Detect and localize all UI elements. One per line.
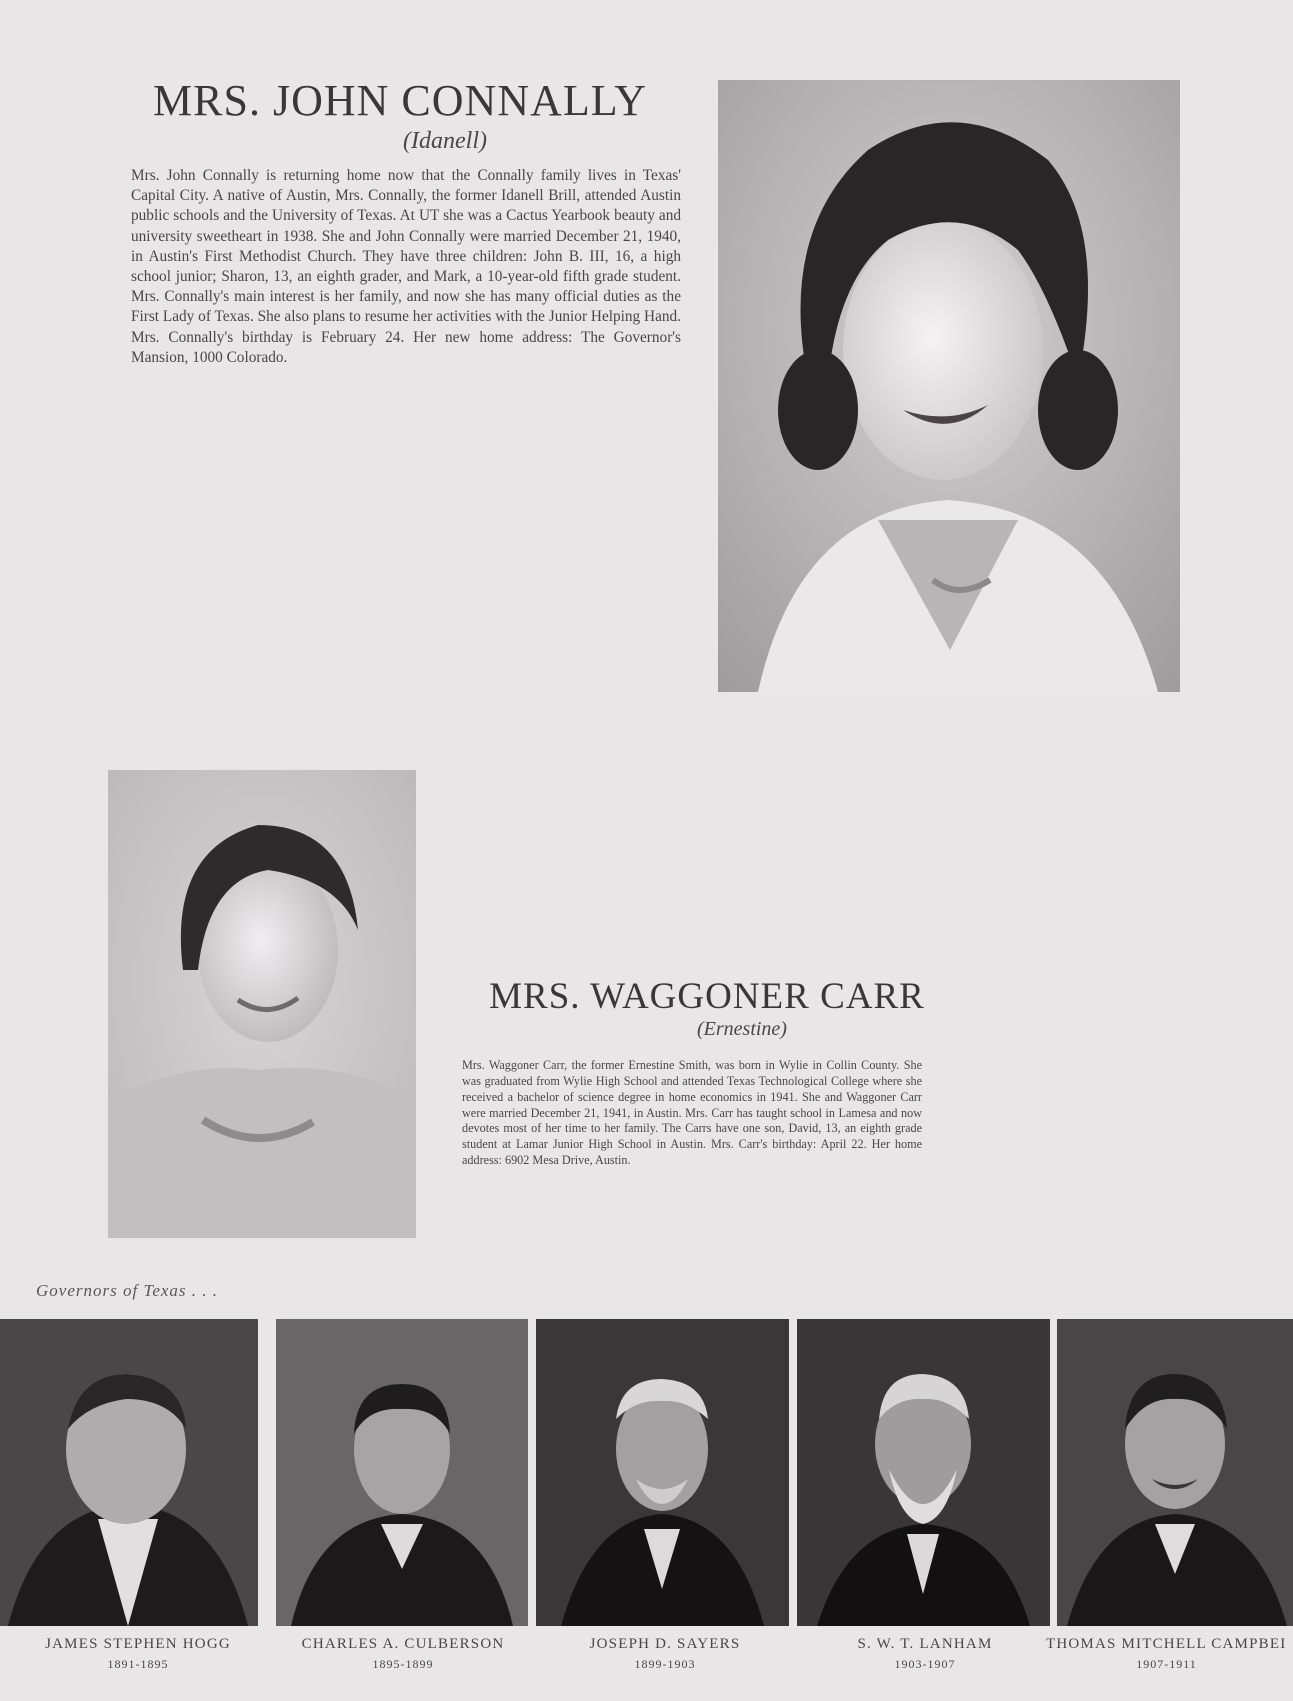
governor-years: 1899-1903 [634,1657,696,1671]
governor-years: 1903-1907 [894,1657,956,1671]
governor-portrait-campbell [1057,1319,1293,1626]
governor-caption-lanham [820,1636,1030,1672]
governor-name: CHARLES A. CULBERSON [301,1636,505,1652]
governor-caption-sayers [555,1636,775,1672]
connally-bio: Mrs. John Connally is returning home now that the Connally family lives in Texas' Capital City. A native of Austin, Mrs. Connally, the former Idanell Brill, attended Austin public schools and the University of Texas. At UT she was a Cactus Yearbook beauty and university sweetheart in 1938. She and John Connally were married December 21, 1940, in Austin's First Methodist Church. They have three children: John B. III, 16, a high school junior; Sharon, 13, an eighth grader, and Mark, a 10-year-old fifth grade student. Mrs. Connally's main interest is her family, and now she has many official duties as the First Lady of Texas. She also plans to resume her activities with the Junior Helping Hand. Mrs. Connally's birthday is February 24. Her new home address: The Governor's Mansion, 1000 Colorado. [131,167,681,366]
governor-name: JOSEPH D. SAYERS [589,1636,741,1652]
governor-name: THOMAS MITCHELL CAMPBEI [1046,1636,1287,1652]
governors-heading: Governors of Texas . . . [36,1281,219,1300]
governor-portrait-culberson [276,1319,528,1626]
governor-portrait-lanham [797,1319,1050,1626]
carr-bio: Mrs. Waggoner Carr, the former Ernestine Smith, was born in Wylie in Collin County. She was graduated from Wylie High School and attended Texas Technological College where she received a bachelor of science degree in home economics in 1941. She and Waggoner Carr were married December 21, 1941, in Austin. Mrs. Carr has taught school in Lamesa and now devotes most of her time to her family. The Carrs have one son, David, 13, an eighth grade student at Lamar Junior High School in Austin. Mrs. Carr's birthday: April 22. Her home address: 6902 Mesa Drive, Austin. [462,1058,922,1168]
carr-title: MRS. WAGGONER CARR [489,976,925,1017]
connally-title: MRS. JOHN CONNALLY [153,76,647,125]
governor-caption-hogg [28,1636,248,1672]
governor-caption-campbell [1040,1636,1293,1672]
carr-nickname: (Ernestine) [697,1018,787,1040]
governor-years: 1907-1911 [1136,1657,1197,1671]
connally-nickname: (Idanell) [403,128,487,154]
governor-portrait-hogg [0,1319,258,1626]
connally-header [120,75,680,155]
governor-name: S. W. T. LANHAM [857,1636,993,1652]
governor-years: 1895-1899 [372,1657,434,1671]
carr-portrait-photo [108,770,416,1238]
governor-caption-culberson [283,1636,523,1672]
governor-years: 1891-1895 [107,1657,169,1671]
connally-portrait-photo [718,80,1180,692]
governors-strip [0,1319,1293,1619]
carr-header [462,975,952,1041]
governor-portrait-sayers [536,1319,789,1626]
governor-name: JAMES STEPHEN HOGG [45,1636,231,1652]
